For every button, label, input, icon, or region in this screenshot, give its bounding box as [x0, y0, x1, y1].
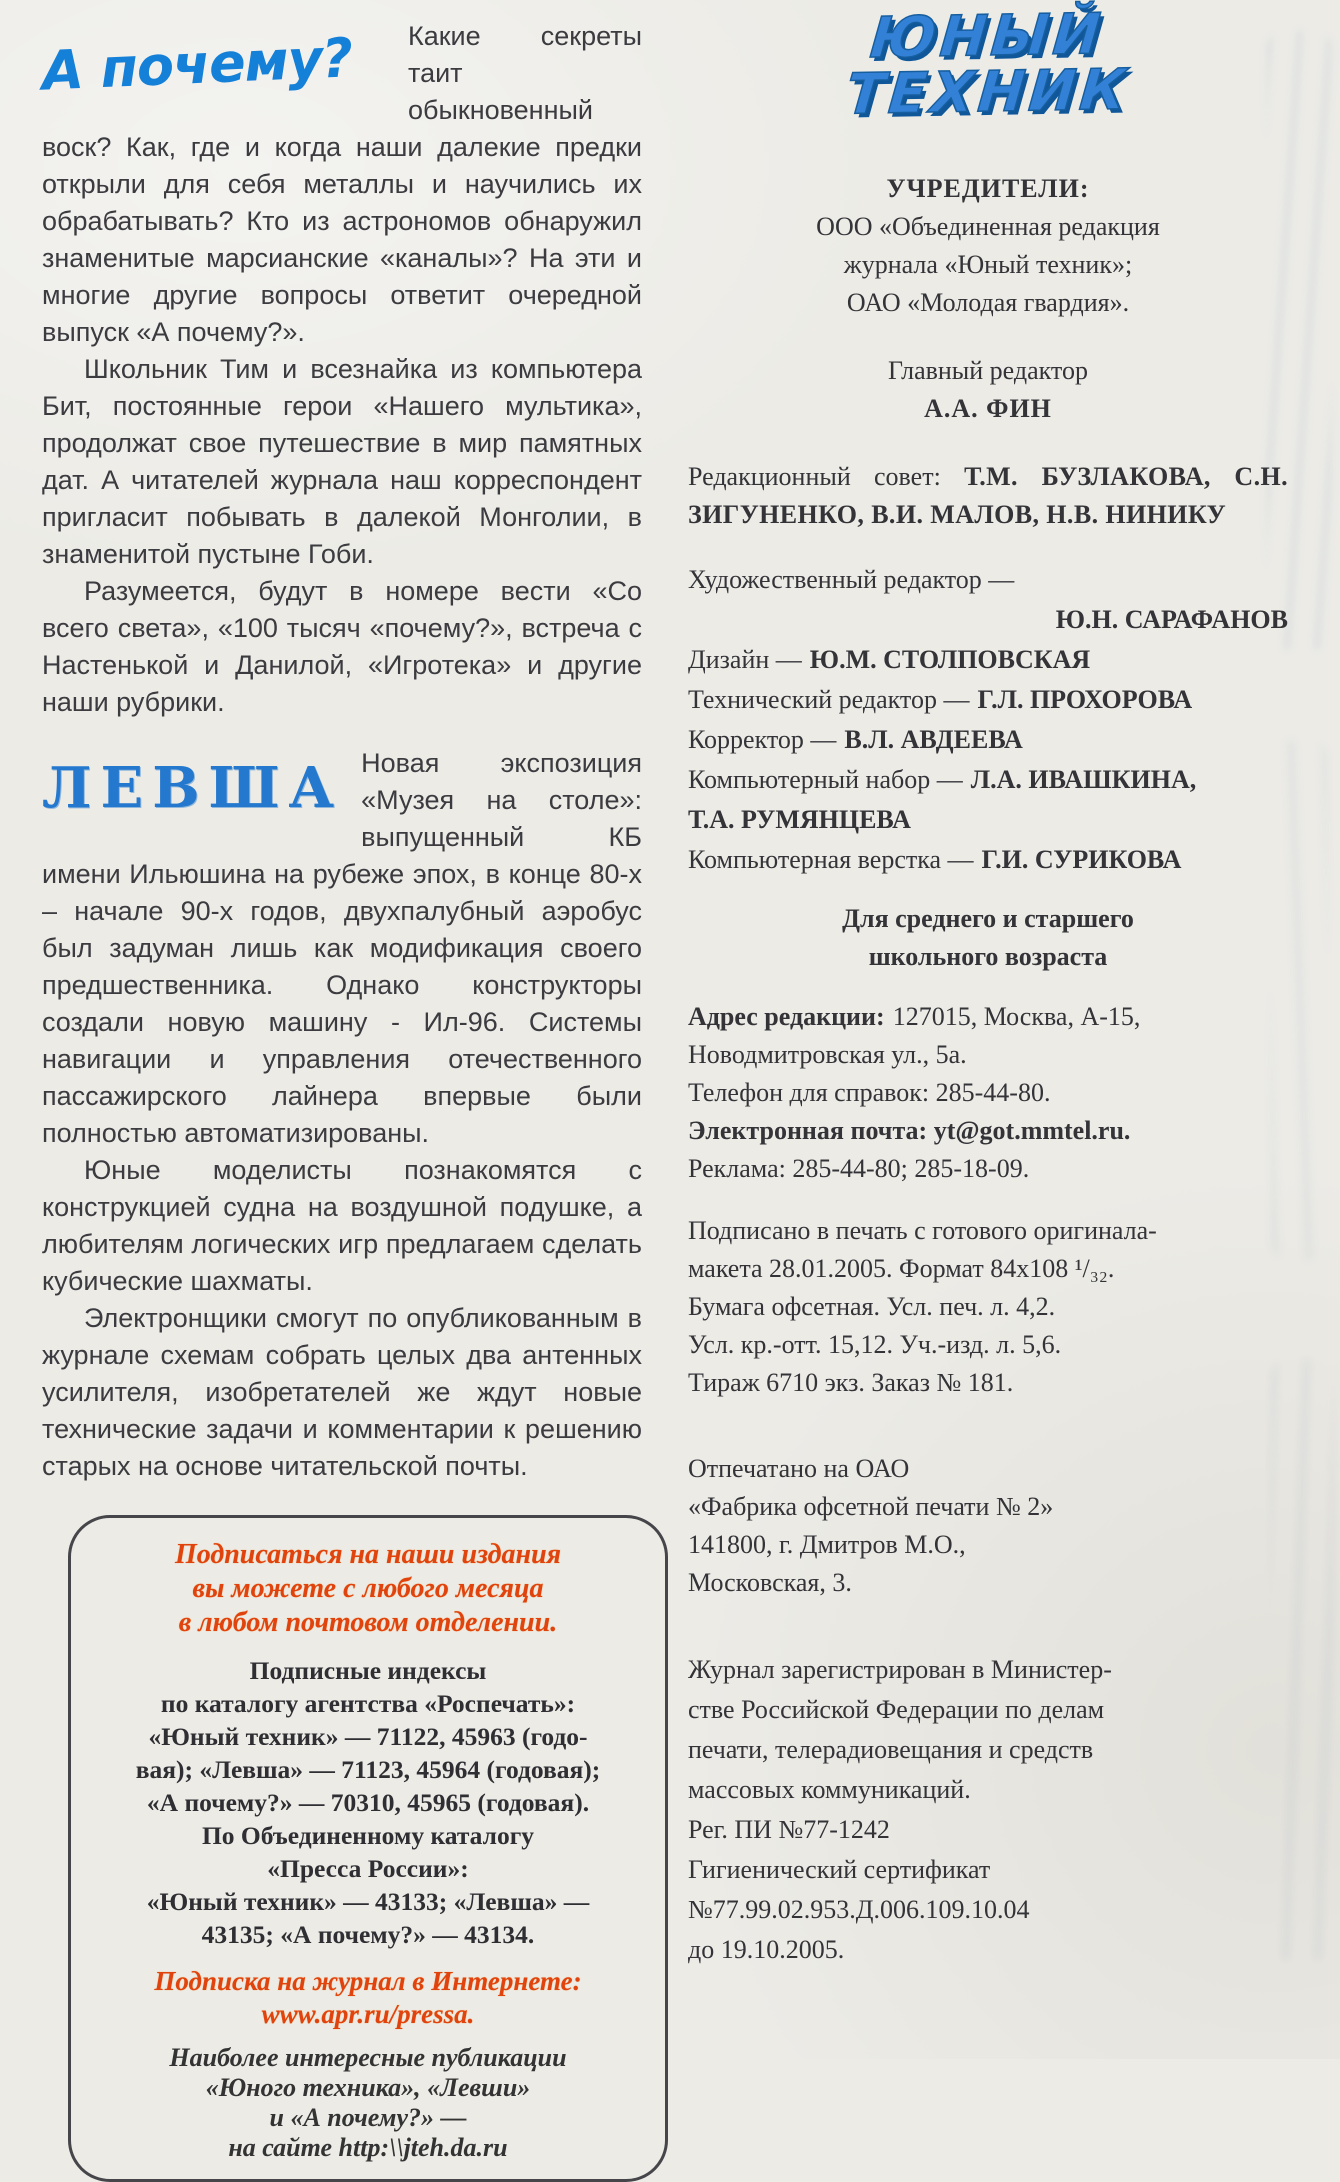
staff-line: Корректор — В.Л. АВДЕЕВА — [688, 725, 1023, 754]
registration-line: массовых коммуникаций. — [688, 1775, 971, 1804]
print-info-line: Бумага офсетная. Усл. печ. л. 4,2. — [688, 1292, 1056, 1321]
chief-editor-name: А.А. ФИН — [924, 394, 1052, 423]
print-info-line: Усл. кр.-отт. 15,12. Уч.-изд. л. 5,6. — [688, 1330, 1062, 1359]
founders-title: УЧРЕДИТЕЛИ: — [886, 174, 1090, 203]
printer-line: «Фабрика офсетной печати № 2» — [688, 1492, 1054, 1521]
print-info-line: Тираж 6710 экз. Заказ № 181. — [688, 1368, 1014, 1397]
subscription-index-line: 43135; «А почему?» — 43134. — [201, 1920, 535, 1949]
announce-paragraph: Новая экспозиция «Музея на столе»: выпущенный КБ имени Ильюшина на рубеже эпох, в конце 80-х – начале 90-х годов, двухпалубный аэробус был задуман лишь как модификация своего предшественника. Однако конструкторы создали новую машину - Ил-96. Системы навигации и управления отечественного пассажирского лайнера впервые были полностью автоматизированы. — [42, 748, 642, 1148]
printer-line: Отпечатано на ОАО — [688, 1454, 910, 1483]
registration-block — [688, 1650, 1288, 1970]
announce-paragraph: Разумеется, будут в номере вести «Со всего света», «100 тысяч «почему?», встреча с Настенькой и Данилой, «Игротека» и другие наши рубрики. — [42, 576, 642, 717]
yuny-tekhnik-logo — [687, 1, 1289, 128]
subscription-index-line: «Пресса России»: — [267, 1854, 469, 1883]
subscription-lead-line: Подписаться на наши издания — [174, 1539, 562, 1570]
subscription-internet-line: Подписка на журнал в Интернете: — [154, 1966, 582, 1996]
subscription-index-line: по каталогу агентства «Роспечать»: — [160, 1689, 576, 1718]
registration-line: до 19.10.2005. — [688, 1935, 845, 1964]
staff-line: Художественный редактор — — [688, 565, 1015, 594]
registration-line: №77.99.02.953.Д.006.109.10.04 — [688, 1895, 1030, 1924]
subscription-site-line: на сайте http:\\jteh.da.ru — [228, 2133, 508, 2162]
subscription-internet — [85, 1965, 651, 2031]
contact-block — [688, 998, 1288, 1188]
print-info-line: Подписано в печать с готового оригинала- — [688, 1216, 1157, 1245]
subscription-lead — [85, 1538, 651, 1640]
subscription-index-line: «Юный техник» — 71122, 45963 (годо- — [148, 1722, 588, 1751]
registration-line: печати, телерадиовещания и средств — [688, 1735, 1094, 1764]
print-info-block — [688, 1212, 1288, 1402]
printer-block — [688, 1450, 1288, 1602]
a-pochemu-logo: А почему? — [40, 26, 354, 103]
logo-word-tekhnik: ТЕХНИК — [844, 57, 1133, 128]
registration-line: Гигиенический сертификат — [688, 1855, 991, 1884]
editorial-board-names: Т.М. БУЗЛАКОВА, С.Н. ЗИГУНЕНКО, В.И. МАЛОВ, Н.В. НИНИКУ — [688, 462, 1289, 529]
levsha-section — [42, 745, 642, 1485]
contact-line: Адрес редакции: 127015, Москва, А-15, — [688, 1002, 1141, 1031]
subscription-index-line: «А почему?» — 70310, 45965 (годовая). — [146, 1788, 590, 1817]
subscription-lead-line: вы можете с любого месяца — [192, 1573, 544, 1604]
subscription-lead-line: в любом почтовом отделении. — [178, 1607, 558, 1638]
editorial-board — [688, 458, 1288, 534]
chief-editor-label: Главный редактор — [888, 356, 1088, 385]
subscription-index-line: Подписные индексы — [249, 1656, 487, 1685]
subscription-internet-line: www.apr.ru/pressa. — [261, 1999, 475, 2029]
registration-line: Журнал зарегистрирован в Министер- — [688, 1655, 1112, 1684]
printer-line: 141800, г. Дмитров М.О., — [688, 1530, 966, 1559]
contact-line: Электронная почта: yt@got.mmtel.ru. — [688, 1116, 1131, 1145]
contact-line: Новодмитровская ул., 5а. — [688, 1040, 967, 1069]
subscription-index-line: По Объединенному каталогу — [201, 1821, 535, 1850]
subscription-index-line: вая); «Левша» — 71123, 45964 (годовая); — [135, 1755, 601, 1784]
subscription-indices — [85, 1654, 651, 1951]
announce-paragraph: Юные моделисты познакомятся с конструкцией судна на воздушной подушке, а любителям логических игр предлагаем сделать кубические шахматы. — [42, 1155, 642, 1296]
staff-line: Компьютерный набор — Л.А. ИВАШКИНА, — [688, 765, 1197, 794]
masthead-column — [688, 1, 1289, 1970]
printer-line: Московская, 3. — [688, 1568, 852, 1597]
audience-note: Для среднего и старшего школьного возраста — [842, 904, 1134, 971]
subscription-index-line: «Юный техник» — 43133; «Левша» — — [146, 1887, 590, 1916]
registration-line: стве Российской Федерации по делам — [688, 1695, 1105, 1724]
founders-line: журнала «Юный техник»; — [843, 250, 1133, 279]
staff-line: Дизайн — Ю.М. СТОЛПОВСКАЯ — [688, 645, 1091, 674]
subscription-site-line: и «А почему?» — — [269, 2103, 467, 2132]
editorial-board-label: Редакционный совет: — [688, 462, 941, 491]
staff-line: Компьютерная верстка — Г.И. СУРИКОВА — [688, 845, 1182, 874]
founders-line: ОАО «Молодая гвардия». — [846, 288, 1130, 317]
announce-paragraph: Электронщики смогут по опубликованным в журнале схемам собрать целых два антенных усилителя, изобретателей же ждут новые технические задачи и комментарии к решению старых на основе читательской почты. — [42, 1303, 642, 1481]
registration-line: Рег. ПИ №77-1242 — [688, 1815, 890, 1844]
logo-word-yuny: ЮНЫЙ — [867, 1, 1108, 72]
announce-paragraph: Школьник Тим и всезнайка из компьютера Бит, постоянные герои «Нашего мультика», продолжат свое путешествие в мир памятных дат. А читателей журнала наш корреспондент пригласит побывать в далекой Монголии, в знаменитой пустыне Гоби. — [42, 354, 642, 569]
staff-line: Ю.Н. САРАФАНОВ — [1055, 605, 1288, 634]
subscription-site-line: «Юного техника», «Левши» — [205, 2073, 531, 2102]
founders-line: ООО «Объединенная редакция — [816, 212, 1160, 241]
subscription-site-note — [85, 2043, 651, 2163]
print-info-line: макета 28.01.2005. Формат 84х108 ¹/₃₂. — [688, 1254, 1115, 1283]
left-column — [42, 18, 642, 2182]
subscription-box — [68, 1515, 668, 2182]
a-pochemu-section — [42, 18, 642, 721]
levsha-logo: ЛЕВША — [42, 755, 344, 821]
contact-line: Реклама: 285-44-80; 285-18-09. — [688, 1154, 1030, 1183]
staff-line: Т.А. РУМЯНЦЕВА — [688, 805, 911, 834]
founders-lines — [688, 208, 1288, 322]
subscription-site-line: Наиболее интересные публикации — [169, 2043, 567, 2072]
staff-list — [688, 560, 1288, 880]
staff-line: Технический редактор — Г.Л. ПРОХОРОВА — [688, 685, 1193, 714]
contact-line: Телефон для справок: 285-44-80. — [688, 1078, 1051, 1107]
announce-paragraph: Какие секреты таит обыкновенный воск? Как, где и когда наши далекие предки открыли для себя металлы и научились их обрабатывать? Кто из астрономов обнаружил знаменитые марсианские «каналы»? На эти и многие другие вопросы ответит очередной выпуск «А почему?». — [42, 21, 642, 347]
